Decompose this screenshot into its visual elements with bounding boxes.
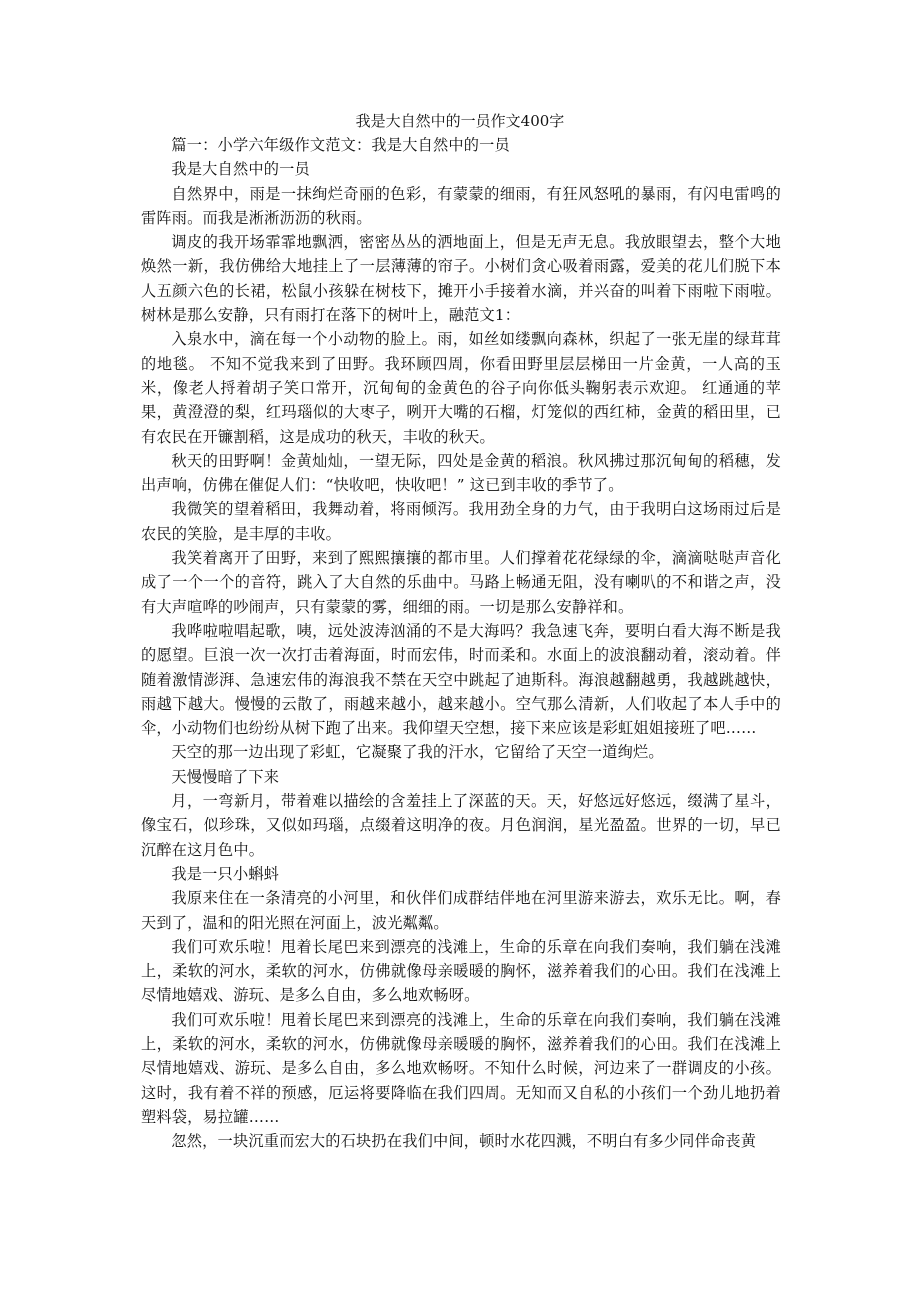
paragraph: 我笑着离开了田野，来到了熙熙攘攘的都市里。人们撑着花花绿绿的伞，滴滴哒哒声音化成了一个一个的音符，跳入了大自然的乐曲中。马路上畅通无阻，没有喇叭的不和谐之声，没有大声喧哗的吵闹声，只有蒙蒙的雾，细细的雨。一切是那么安静祥和。 bbox=[141, 549, 781, 616]
paragraph: 忽然，一块沉重而宏大的石块扔在我们中间，顿时水花四溅，不明白有多少同伴命丧黄 bbox=[171, 1132, 757, 1151]
paragraph: 我原来住在一条清亮的小河里，和伙伴们成群结伴地在河里游来游去，欢乐无比。啊，春天到了，温和的阳光照在河面上，波光粼粼。 bbox=[141, 889, 781, 932]
paragraph: 我哗啦啦唱起歌，咦，远处波涛汹涌的不是大海吗？我急速飞奔，要明白看大海不断是我的愿望。巨浪一次一次打击着海面，时而宏伟，时而柔和。水面上的波浪翻动着，滚动着。伴随着激情澎湃、急速宏伟的海浪我不禁在天空中跳起了迪斯科。海浪越翻越勇，我越跳越快，雨越下越大。慢慢的云散了，雨越来越小，越来越小。空气那么清新，人们收起了本人手中的伞，小动物们也纷纷从树下跑了出来。我仰望天空想，接下来应该是彩虹姐姐接班了吧…… bbox=[141, 621, 781, 738]
document-body bbox=[141, 133, 781, 1153]
paragraph: 自然界中，雨是一抹绚烂奇丽的色彩，有蒙蒙的细雨，有狂风怒吼的暴雨，有闪电雷鸣的雷阵雨。而我是淅淅沥沥的秋雨。 bbox=[141, 184, 781, 227]
document-title: 我是大自然中的一员作文400字 bbox=[355, 112, 565, 130]
paragraph: 入泉水中，滴在每一个小动物的脸上。雨，如丝如缕飘向森林，织起了一张无崖的绿茸茸的地毯。 不知不觉我来到了田野。我环顾四周，你看田野里层层梯田一片金黄，一人高的玉米，像老人捋着胡子笑口常开，沉甸甸的金黄色的谷子向你低头鞠躬表示欢迎。 红通通的苹果，黄澄澄的梨，红玛瑙似的大枣子，咧开大嘴的石榴，灯笼似的西红柿，金黄的稻田里，已有农民在开镰割稻，这是成功的秋天，丰收的秋天。 bbox=[141, 330, 781, 446]
paragraph: 天空的那一边出现了彩虹，它凝聚了我的汗水，它留给了天空一道绚烂。 bbox=[171, 743, 664, 762]
subheading: 我是一只小蝌蚪 bbox=[171, 864, 280, 883]
paragraph: 我们可欢乐啦！甩着长尾巴来到漂亮的浅滩上，生命的乐章在向我们奏响，我们躺在浅滩上，柔软的河水，柔软的河水，仿佛就像母亲暖暖的胸怀，滋养着我们的心田。我们在浅滩上尽情地嬉戏、游玩、是多么自由，多么地欢畅呀。 bbox=[141, 937, 781, 1005]
subheading: 天慢慢暗了下来 bbox=[171, 767, 280, 786]
paragraph: 秋天的田野啊！金黄灿灿，一望无际，四处是金黄的稻浪。秋风拂过那沉甸甸的稻穗，发出声响，仿佛在催促人们：“快收吧，快收吧！” 这已到丰收的季节了。 bbox=[141, 451, 781, 495]
paragraph: 我微笑的望着稻田，我舞动着，将雨倾泻。我用劲全身的力气，由于我明白这场雨过后是农民的笑脸，是丰厚的丰收。 bbox=[141, 500, 781, 543]
paragraph: 月，一弯新月，带着难以描绘的含羞挂上了深蓝的天。天，好悠远好悠远，缀满了星斗，像宝石，似珍珠，又似如玛瑙，点缀着这明净的夜。月色润润，星光盈盈。世界的一切，早已沉醉在这月色中。 bbox=[141, 792, 781, 859]
section-heading: 篇一：小学六年级作文范文：我是大自然中的一员 bbox=[171, 136, 510, 154]
essay-title: 我是大自然中的一员 bbox=[171, 160, 310, 179]
paragraph: 我们可欢乐啦！甩着长尾巴来到漂亮的浅滩上，生命的乐章在向我们奏响，我们躺在浅滩上，柔软的河水，柔软的河水，仿佛就像母亲暖暖的胸怀，滋养着我们的心田。我们在浅滩上尽情地嬉戏、游玩、是多么自由，多么地欢畅呀。不知什么时候，河边来了一群调皮的小孩。这时，我有着不祥的预感，厄运将要降临在我们四周。无知而又自私的小孩们一个劲儿地扔着塑料袋，易拉罐…… bbox=[141, 1010, 781, 1126]
paragraph: 调皮的我开场霏霏地飘洒，密密丛丛的洒地面上，但是无声无息。我放眼望去，整个大地焕然一新，我仿佛给大地挂上了一层薄薄的帘子。小树们贪心吸着雨露，爱美的花儿们脱下本人五颜六色的长裙，松鼠小孩躲在树枝下，摊开小手接着水滴，并兴奋的叫着下雨啦下雨啦。树林是那么安静，只有雨打在落下的树叶上，融范文1： bbox=[141, 233, 781, 325]
